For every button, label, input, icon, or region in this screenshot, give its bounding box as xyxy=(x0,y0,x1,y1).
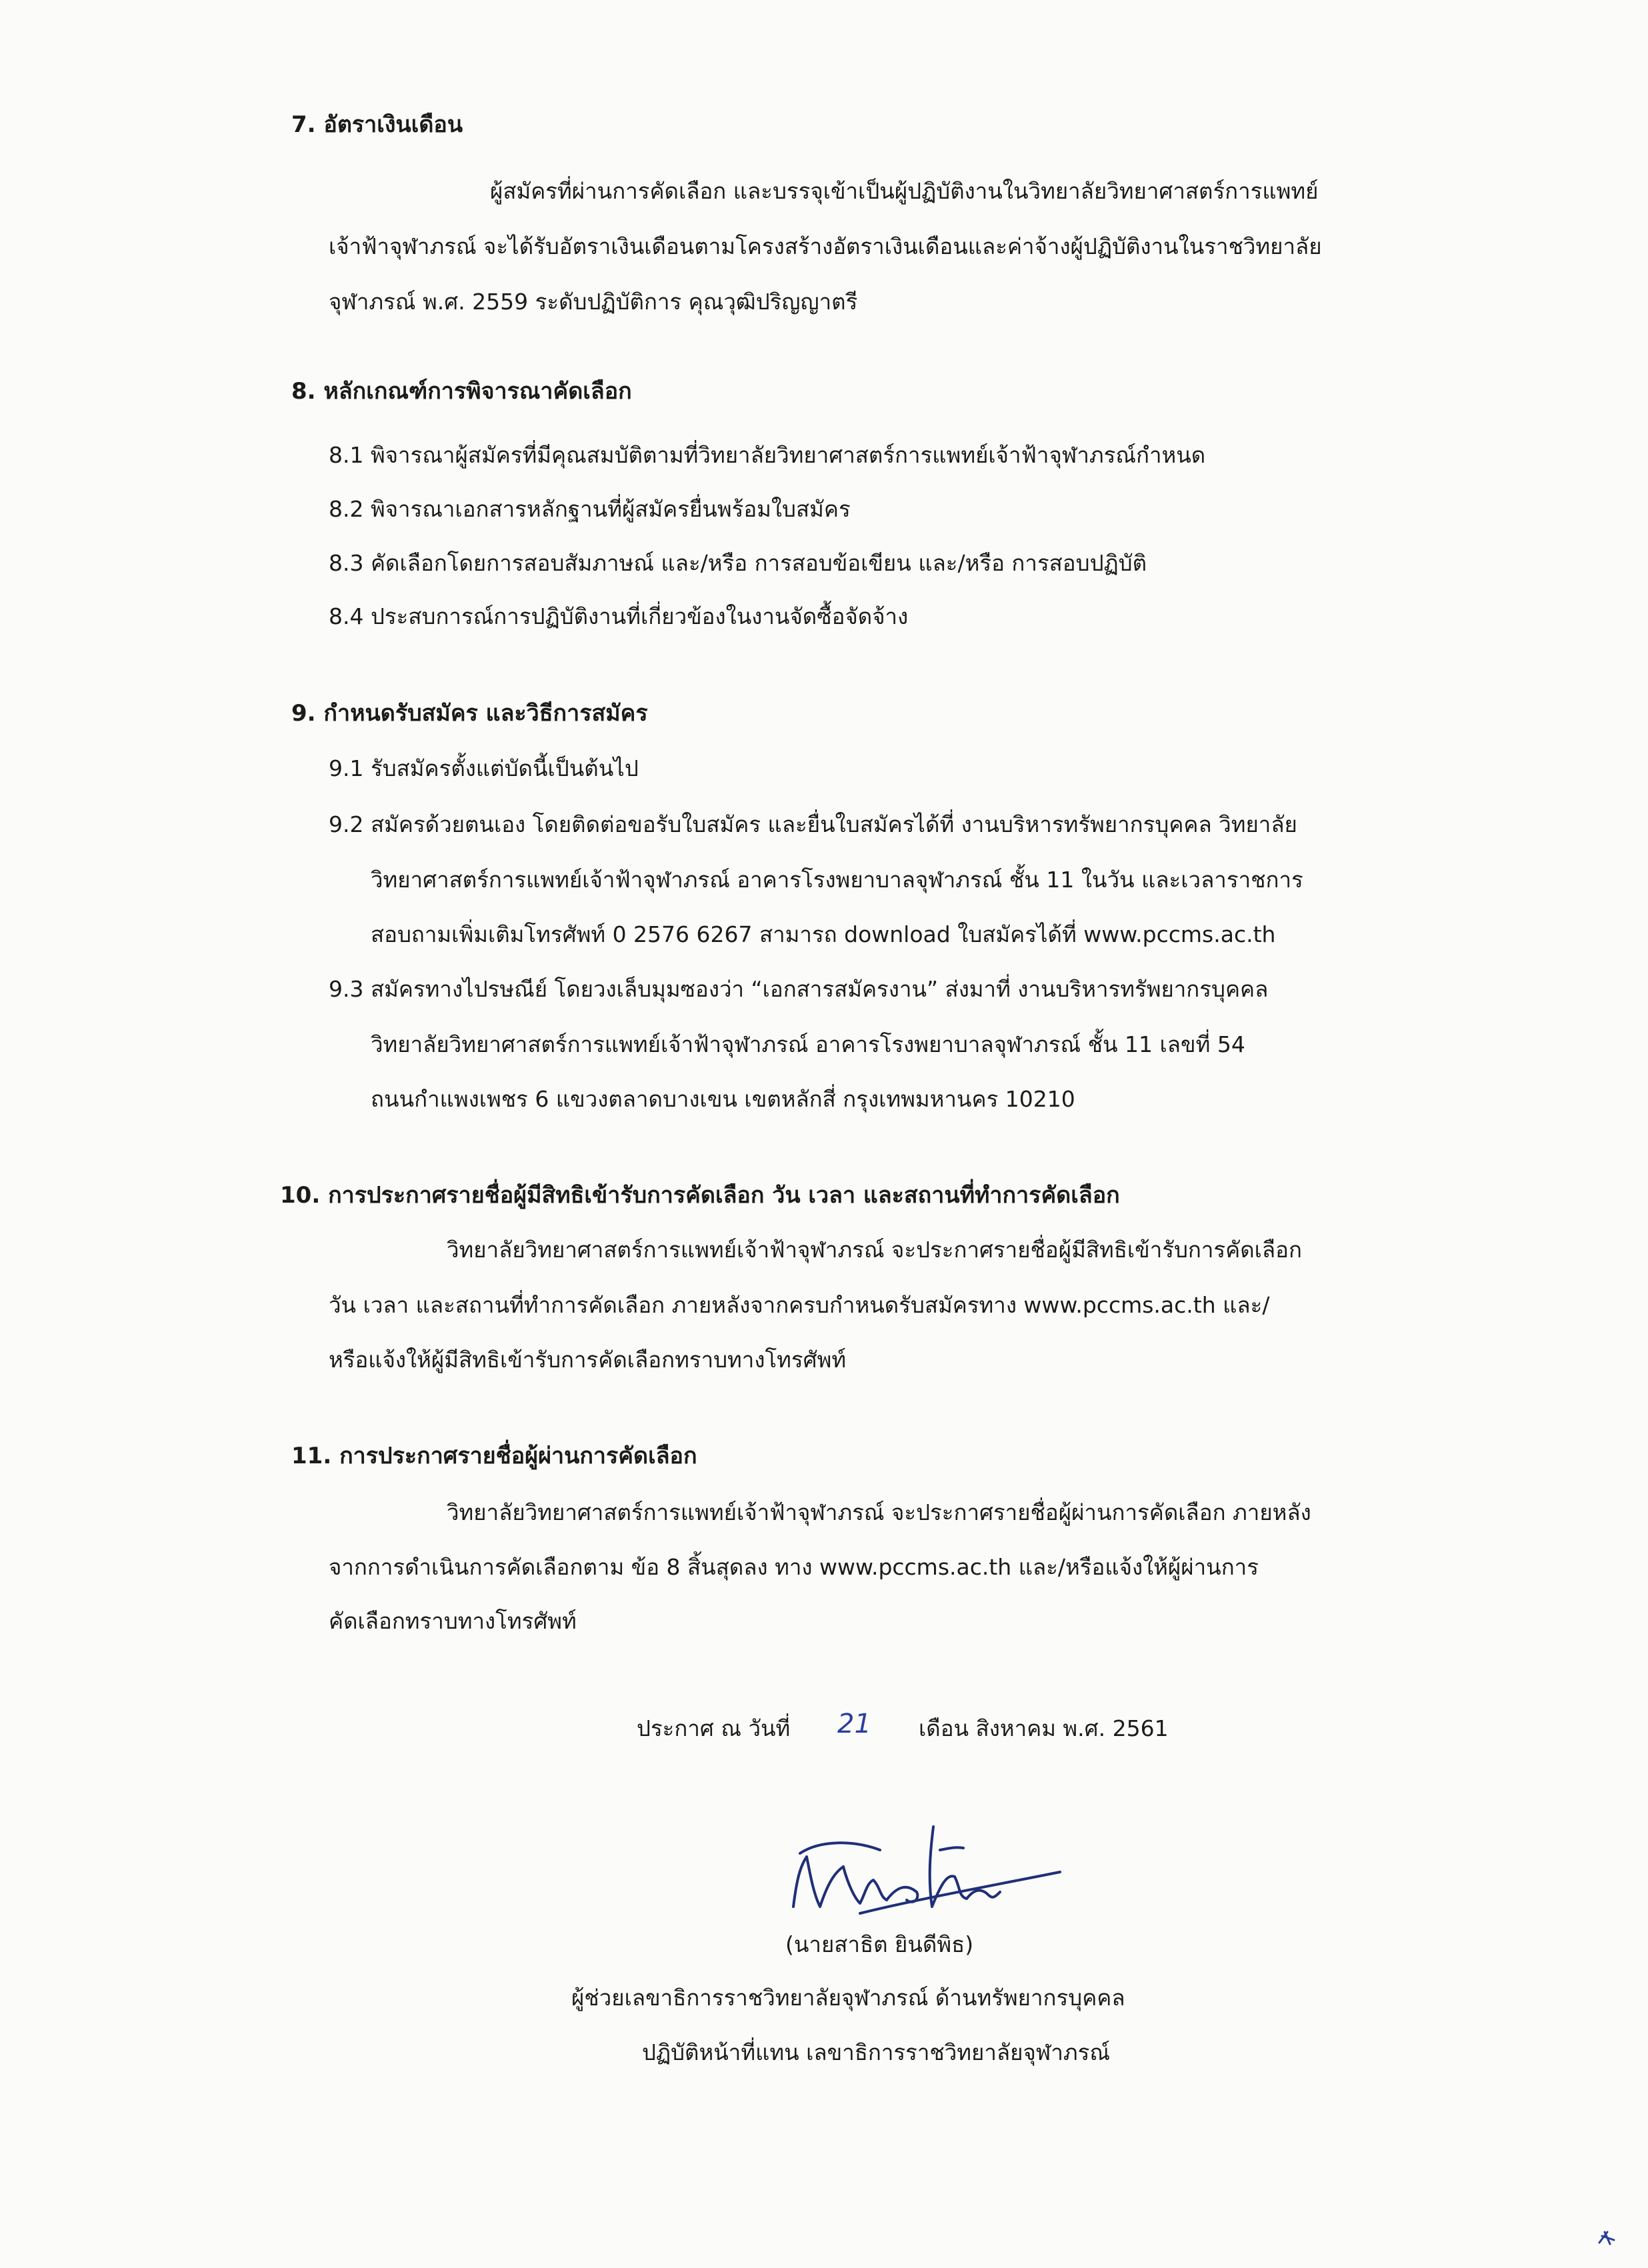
section-9-item-2-cont-1: วิทยาศาสตร์การแพทย์เจ้าฟ้าจุฬาภรณ์ อาคารโรงพยาบาลจุฬาภรณ์ ชั้น 11 ในวัน และเวลาราชการ xyxy=(371,867,1303,893)
section-8-item-4: 8.4 ประสบการณ์การปฏิบัติงานที่เกี่ยวข้องในงานจัดซื้อจัดจ้าง xyxy=(329,603,909,629)
section-7-line-3: จุฬาภรณ์ พ.ศ. 2559 ระดับปฏิบัติการ คุณวุฒิปริญญาตรี xyxy=(329,289,858,315)
section-8-heading: 8. หลักเกณฑ์การพิจารณาคัดเลือก xyxy=(291,378,632,405)
section-7-line-1: ผู้สมัครที่ผ่านการคัดเลือก และบรรจุเข้าเป็นผู้ปฏิบัติงานในวิทยาลัยวิทยาศาสตร์การแพทย์ xyxy=(490,178,1319,204)
announcement-suffix: เดือน สิงหาคม พ.ศ. 2561 xyxy=(919,1715,1169,1741)
section-11-line-1: วิทยาลัยวิทยาศาสตร์การแพทย์เจ้าฟ้าจุฬาภรณ์ จะประกาศรายชื่อผู้ผ่านการคัดเลือก ภายหลัง xyxy=(447,1499,1311,1525)
section-8-item-2: 8.2 พิจารณาเอกสารหลักฐานที่ผู้สมัครยื่นพร้อมใบสมัคร xyxy=(329,496,851,522)
announcement-day: 21 xyxy=(837,1709,871,1739)
section-11-line-2: จากการดำเนินการคัดเลือกตาม ข้อ 8 สิ้นสุดลง ทาง www.pccms.ac.th และ/หรือแจ้งให้ผู้ผ่านการ xyxy=(329,1554,1259,1580)
section-8-item-1: 8.1 พิจารณาผู้สมัครที่มีคุณสมบัติตามที่วิทยาลัยวิทยาศาสตร์การแพทย์เจ้าฟ้าจุฬาภรณ์กำหนด xyxy=(329,442,1206,468)
section-9-heading: 9. กำหนดรับสมัคร และวิธีการสมัคร xyxy=(291,700,648,727)
section-11-line-3: คัดเลือกทราบทางโทรศัพท์ xyxy=(329,1608,577,1634)
section-9-item-3: 9.3 สมัครทางไปรษณีย์ โดยวงเล็บมุมซองว่า “เอกสารสมัครงาน” ส่งมาที่ งานบริหารทรัพยากรบุคคล xyxy=(329,976,1269,1002)
announcement-prefix: ประกาศ ณ วันที่ xyxy=(637,1715,791,1741)
section-8-item-3: 8.3 คัดเลือกโดยการสอบสัมภาษณ์ และ/หรือ การสอบข้อเขียน และ/หรือ การสอบปฏิบัติ xyxy=(329,550,1147,576)
section-7-heading: 7. อัตราเงินเดือน xyxy=(291,111,463,138)
section-7-line-2: เจ้าฟ้าจุฬาภรณ์ จะได้รับอัตราเงินเดือนตามโครงสร้างอัตราเงินเดือนและค่าจ้างผู้ปฏิบัติงานในราชวิทยาลัย xyxy=(329,233,1322,259)
section-11-heading: 11. การประกาศรายชื่อผู้ผ่านการคัดเลือก xyxy=(291,1443,697,1469)
section-9-item-3-cont-1: วิทยาลัยวิทยาศาสตร์การแพทย์เจ้าฟ้าจุฬาภรณ์ อาคารโรงพยาบาลจุฬาภรณ์ ชั้น 11 เลขที่ 54 xyxy=(371,1031,1245,1057)
section-9-item-2: 9.2 สมัครด้วยตนเอง โดยติดต่อขอรับใบสมัคร และยื่นใบสมัครได้ที่ งานบริหารทรัพยากรบุคคล วิทยาลัย xyxy=(329,811,1297,837)
section-9-item-2-cont-2: สอบถามเพิ่มเติมโทรศัพท์ 0 2576 6267 สามารถ download ใบสมัครได้ที่ www.pccms.ac.th xyxy=(371,921,1276,947)
signer-name: (นายสาธิต ยินดีพิธ) xyxy=(785,1931,974,1957)
section-10-line-1: วิทยาลัยวิทยาศาสตร์การแพทย์เจ้าฟ้าจุฬาภรณ์ จะประกาศรายชื่อผู้มีสิทธิเข้ารับการคัดเลือก xyxy=(447,1237,1302,1263)
section-10-line-2: วัน เวลา และสถานที่ทำการคัดเลือก ภายหลังจากครบกำหนดรับสมัครทาง www.pccms.ac.th และ/ xyxy=(329,1292,1270,1318)
section-9-item-1: 9.1 รับสมัครตั้งแต่บัดนี้เป็นต้นไป xyxy=(329,755,639,781)
pen-mark-icon xyxy=(1597,2227,1617,2247)
signer-title-2: ปฏิบัติหน้าที่แทน เลขาธิการราชวิทยาลัยจุฬาภรณ์ xyxy=(642,2039,1110,2065)
section-10-line-3: หรือแจ้งให้ผู้มีสิทธิเข้ารับการคัดเลือกทราบทางโทรศัพท์ xyxy=(329,1347,847,1373)
signer-title-1: ผู้ช่วยเลขาธิการราชวิทยาลัยจุฬาภรณ์ ด้านทรัพยากรบุคคล xyxy=(571,1985,1125,2011)
handwritten-signature xyxy=(780,1813,1067,1927)
section-9-item-3-cont-2: ถนนกำแพงเพชร 6 แขวงตลาดบางเขน เขตหลักสี่ กรุงเทพมหานคร 10210 xyxy=(371,1086,1075,1112)
section-10-heading: 10. การประกาศรายชื่อผู้มีสิทธิเข้ารับการคัดเลือก วัน เวลา และสถานที่ทำการคัดเลือก xyxy=(280,1182,1120,1209)
